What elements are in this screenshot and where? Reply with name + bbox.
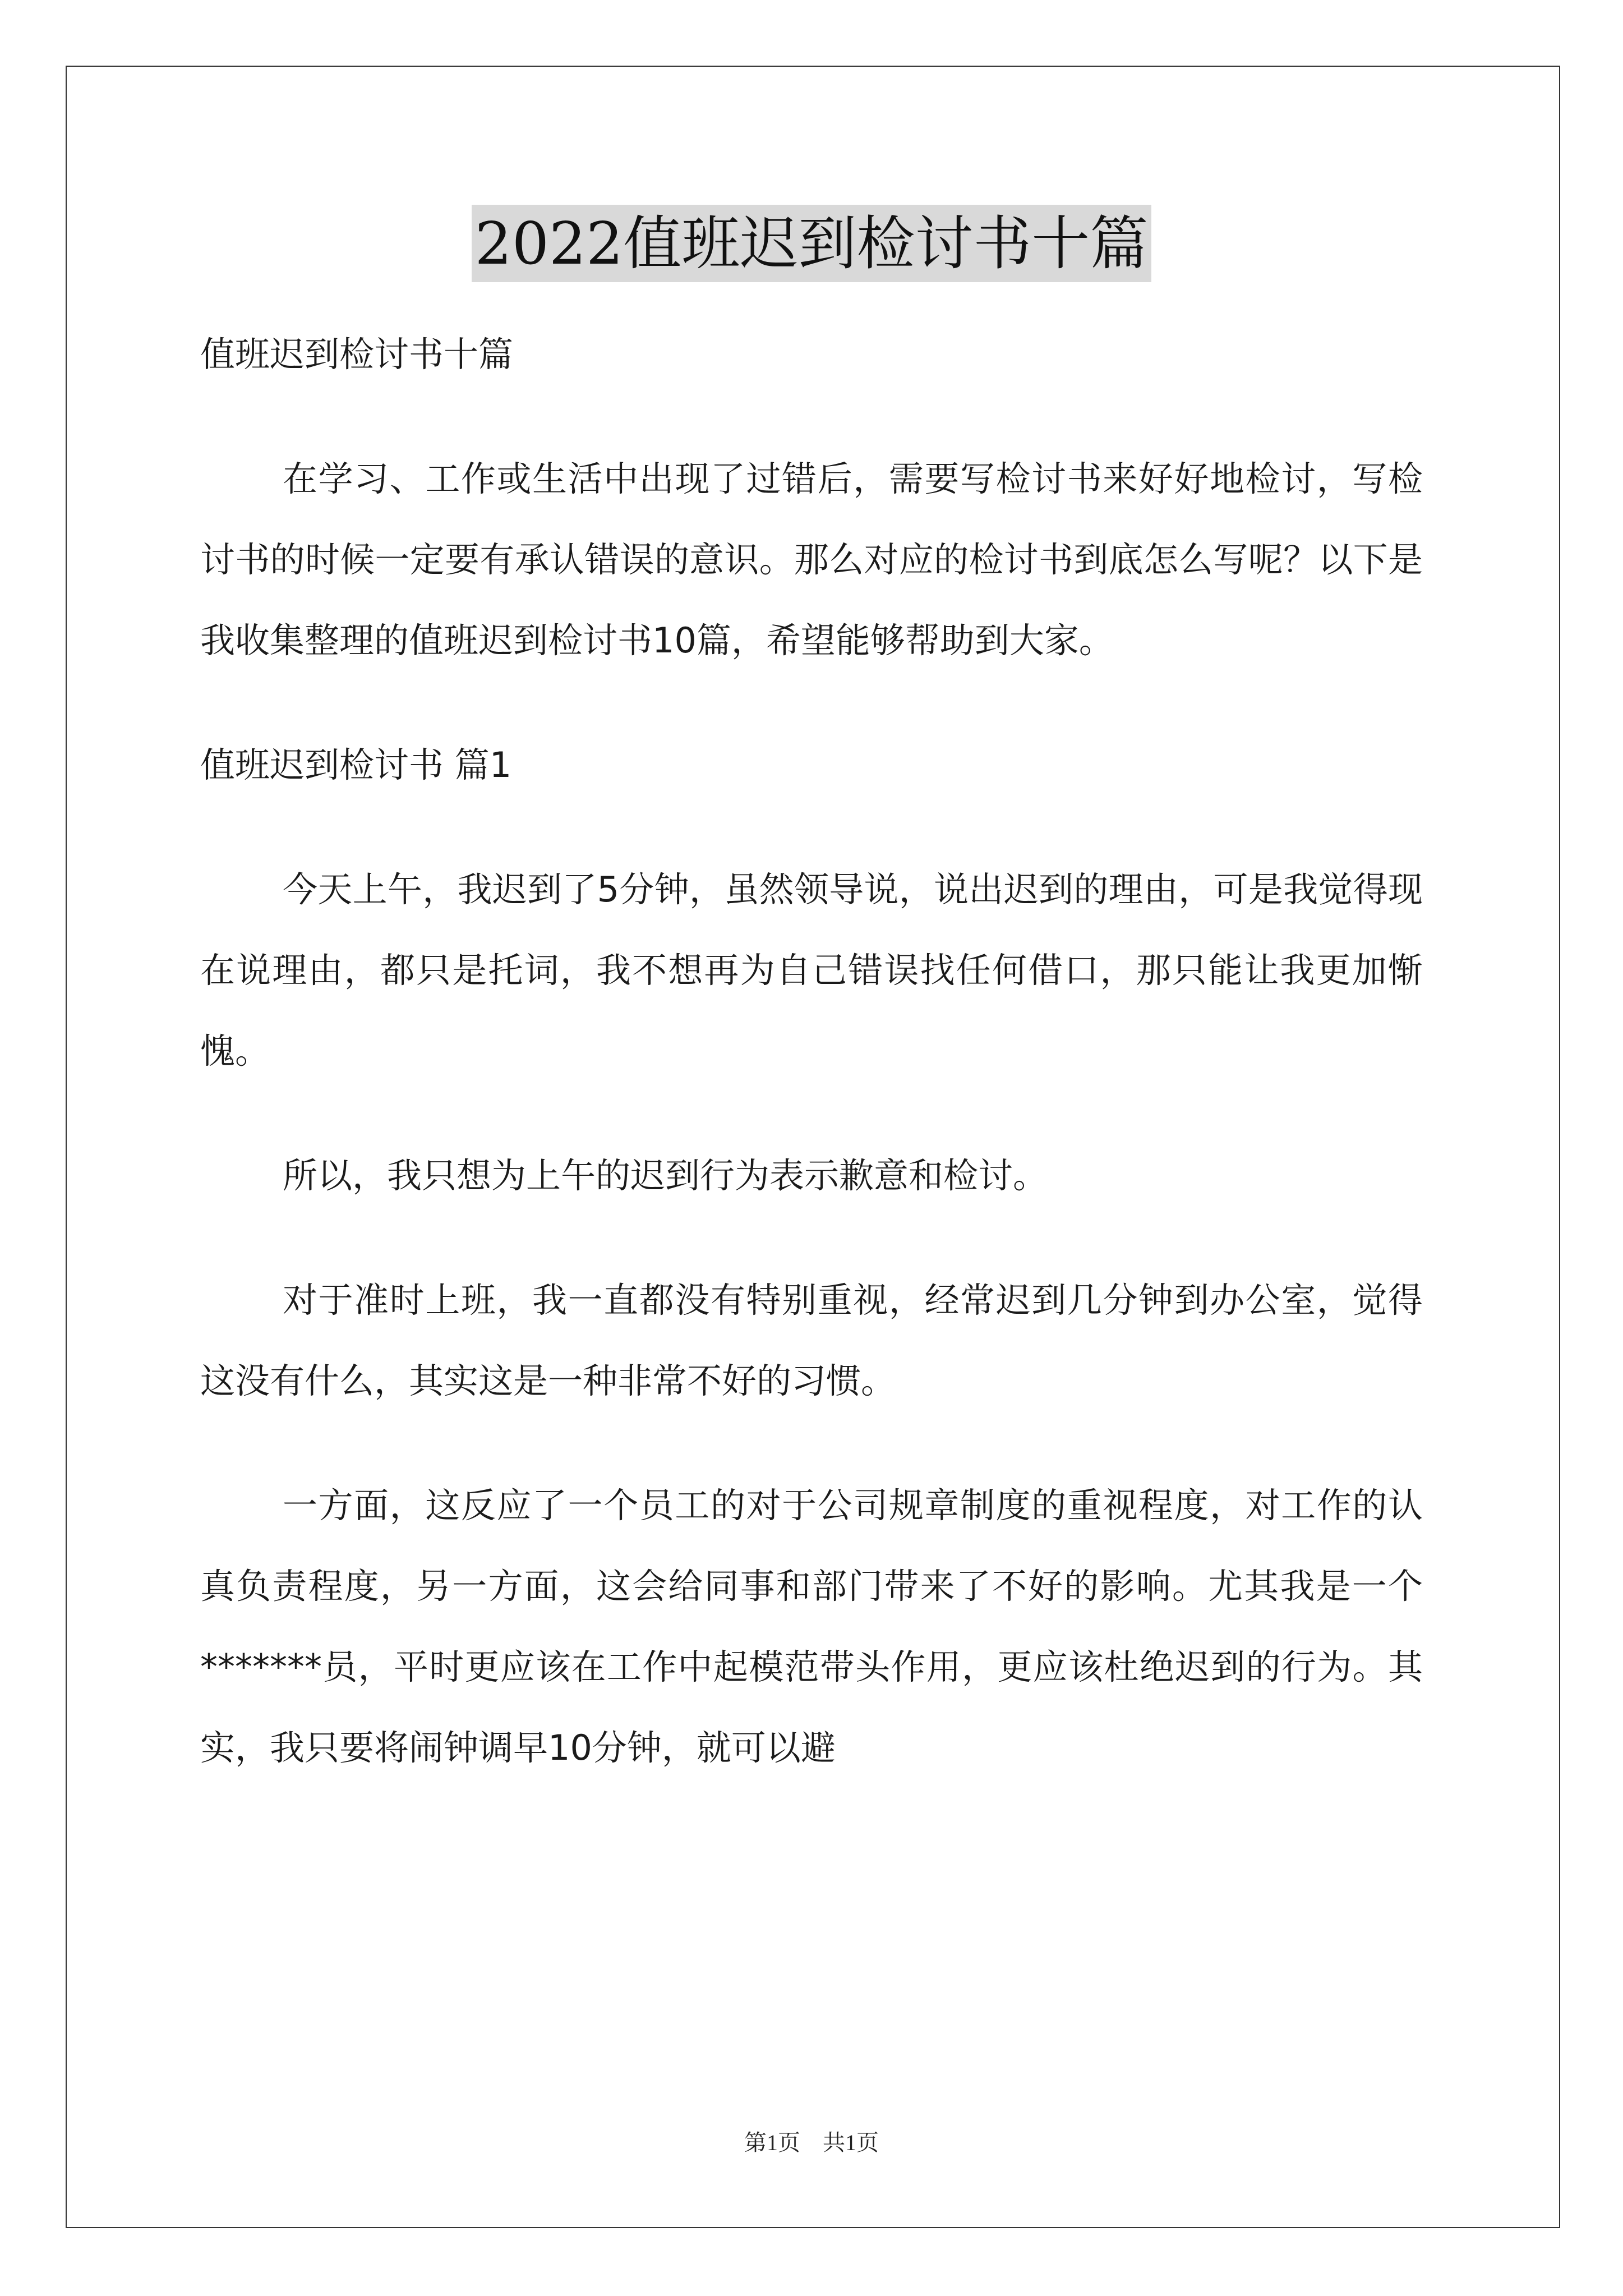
section-heading: 值班迟到检讨书 篇1 — [200, 744, 512, 785]
body-paragraph: 在学习、工作或生活中出现了过错后，需要写检讨书来好好地检讨，写检讨书的时候一定要有承认错误的意识。那么对应的检讨书到底怎么写呢？以下是我收集整理的值班迟到检讨书10篇，希望能够帮助到大家。 — [200, 458, 1423, 661]
document-body — [200, 314, 1423, 1832]
body-paragraph: 一方面，这反应了一个员工的对于公司规章制度的重视程度，对工作的认真负责程度，另一方面，这会给同事和部门带来了不好的影响。尤其我是一个*******员，平时更应该在工作中起模范带头作用，更应该杜绝迟到的行为。其实，我只要将闹钟调早10分钟，就可以避 — [200, 1485, 1423, 1768]
body-paragraph: 今天上午，我迟到了5分钟，虽然领导说，说出迟到的理由，可是我觉得现在说理由，都只是托词，我不想再为自己错误找任何借口，那只能让我更加惭愧。 — [200, 869, 1423, 1071]
title-container — [0, 205, 1623, 282]
body-paragraph: 所以，我只想为上午的迟到行为表示歉意和检讨。 — [283, 1155, 1048, 1196]
body-paragraph: 对于准时上班，我一直都没有特别重视，经常迟到几分钟到办公室，觉得这没有什么，其实这是一种非常不好的习惯。 — [200, 1280, 1423, 1401]
section-heading: 值班迟到检讨书十篇 — [200, 334, 514, 375]
document-title: 2022值班迟到检讨书十篇 — [472, 205, 1152, 282]
page-footer: 第1页 共1页 — [744, 2130, 879, 2155]
